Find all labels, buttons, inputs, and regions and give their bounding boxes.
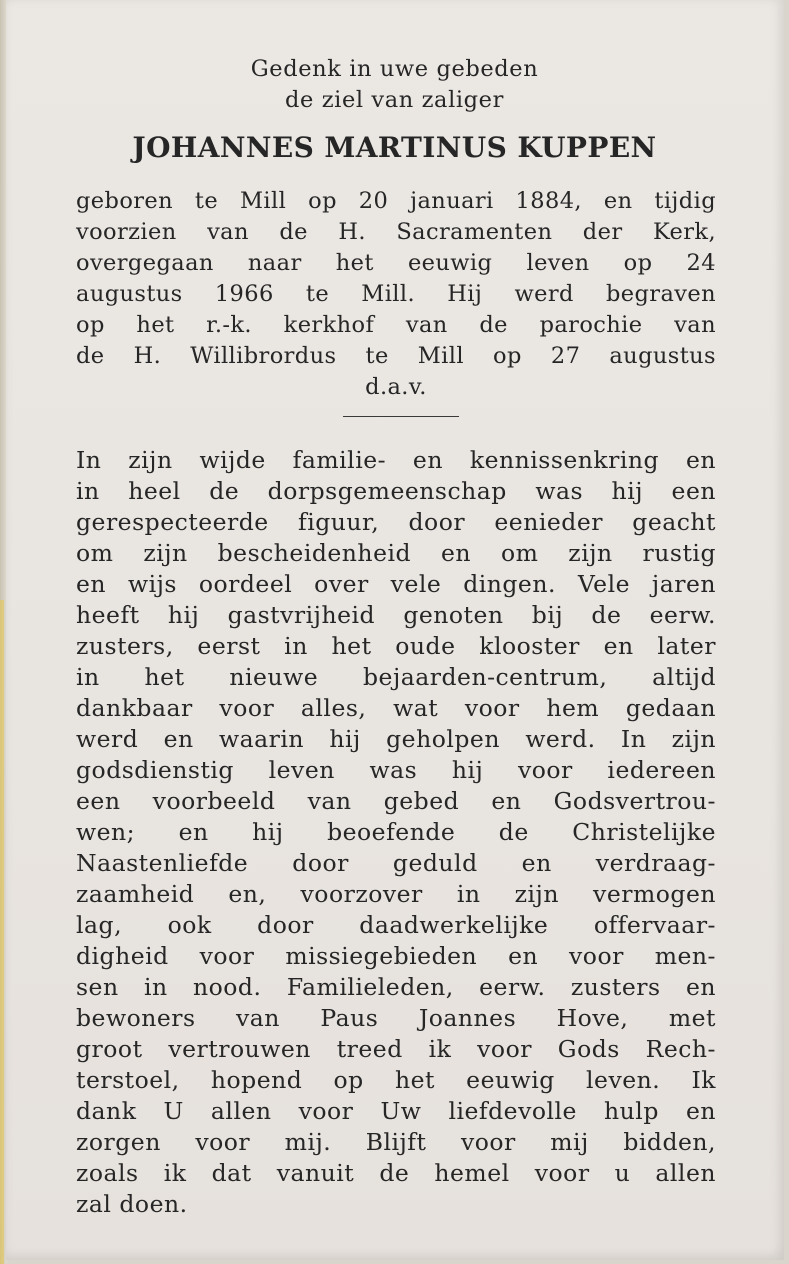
text-line: om zijn bescheidenheid en om zijn rustig (76, 539, 716, 567)
text-line: in het nieuwe bejaarden-centrum, altijd (76, 663, 716, 691)
divider-rule (343, 416, 459, 417)
text-line: gerespecteerde figuur, door eenieder geacht (76, 508, 716, 536)
text-line: en wijs oordeel over vele dingen. Vele jaren (76, 570, 716, 598)
text-line: dankbaar voor alles, wat voor hem gedaan (76, 694, 716, 722)
deceased-name: JOHANNES MARTINUS KUPPEN (132, 131, 657, 164)
intro-line-2: de ziel van zaliger (285, 87, 504, 113)
bio-line: overgegaan naar het eeuwig leven op 24 (76, 250, 716, 276)
text-line: dank U allen voor Uw liefdevolle hulp en (76, 1097, 716, 1125)
text-line: werd en waarin hij geholpen werd. In zijn (76, 725, 716, 753)
text-line: sen in nood. Familieleden, eerw. zusters en (76, 973, 716, 1001)
bio-line: d.a.v. (365, 374, 427, 400)
text-line: bewoners van Paus Joannes Hove, met (76, 1004, 716, 1032)
text-line: terstoel, hopend op het eeuwig leven. Ik (76, 1066, 716, 1094)
intro-line-1: Gedenk in uwe gebeden (250, 56, 539, 82)
text-line: zoals ik dat vanuit de hemel voor u allen (76, 1159, 716, 1187)
text-line: zal doen. (76, 1190, 188, 1218)
text-line: groot vertrouwen treed ik voor Gods Rech- (76, 1035, 716, 1063)
bio-line: voorzien van de H. Sacramenten der Kerk, (76, 219, 716, 245)
text-line: in heel de dorpsgemeenschap was hij een (76, 477, 716, 505)
text-line: digheid voor missiegebieden en voor men- (76, 942, 716, 970)
text-line: Naastenliefde door geduld en verdraag- (76, 849, 716, 877)
bio-line: de H. Willibrordus te Mill op 27 augustus (76, 343, 716, 369)
text-line: zorgen voor mij. Blijft voor mij bidden, (76, 1128, 716, 1156)
text-line: lag, ook door daadwerkelijke offervaar- (76, 911, 716, 939)
card-edge-color-strip (0, 600, 4, 1264)
text-line: heeft hij gastvrijheid genoten bij de eerw. (76, 601, 716, 629)
bio-line: op het r.-k. kerkhof van de parochie van (76, 312, 716, 338)
text-line: zusters, eerst in het oude klooster en later (76, 632, 716, 660)
bio-line: augustus 1966 te Mill. Hij werd begraven (76, 281, 716, 307)
text-line: In zijn wijde familie- en kennissenkring en (76, 446, 716, 474)
text-line: een voorbeeld van gebed en Godsvertrou- (76, 787, 716, 815)
text-line: godsdienstig leven was hij voor iedereen (76, 756, 716, 784)
bio-line: geboren te Mill op 20 januari 1884, en tijdig (76, 188, 716, 214)
text-line: wen; en hij beoefende de Christelijke (76, 818, 716, 846)
text-line: zaamheid en, voorzover in zijn vermogen (76, 880, 716, 908)
